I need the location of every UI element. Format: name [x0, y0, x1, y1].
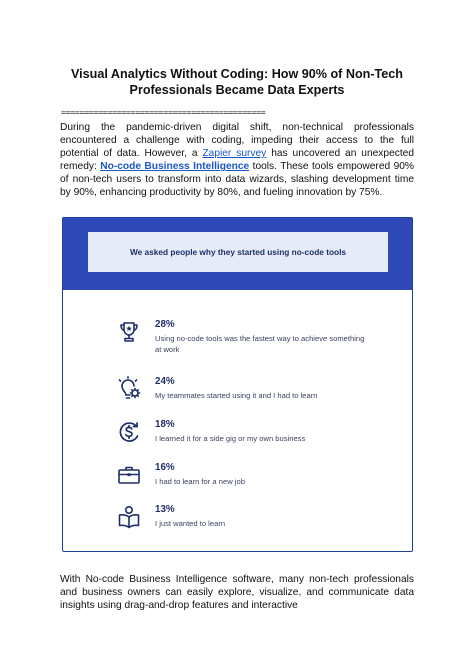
reason-text: I learned it for a side gig or my own business — [155, 434, 306, 443]
reason-text: I had to learn for a new job — [155, 477, 245, 486]
percentage: 13% — [155, 504, 175, 515]
zapier-survey-link[interactable]: Zapier survey — [202, 148, 267, 159]
percentage: 18% — [155, 419, 175, 430]
reason-text: My teammates started using it and I had to learn — [155, 391, 318, 400]
percentage: 16% — [155, 462, 175, 473]
infographic-header — [63, 218, 412, 290]
no-code-bi-link[interactable]: No-code Business Intelligence — [100, 161, 250, 172]
reading-person-icon — [116, 504, 142, 530]
lightbulb-gear-icon — [116, 376, 142, 402]
list-item — [63, 319, 412, 359]
article-title: Visual Analytics Without Coding: How 90% of Non-Tech Professionals Became Data Experts — [71, 67, 403, 97]
briefcase-icon — [116, 462, 142, 488]
reason-text: Using no-code tools was the fastest way to achieve something at work — [155, 334, 365, 354]
intro-paragraph — [60, 121, 414, 199]
list-item — [63, 462, 412, 502]
trophy-icon — [116, 319, 142, 345]
percentage: 28% — [155, 319, 175, 330]
percentage: 24% — [155, 376, 175, 387]
intro-text-3: tools. These tools empowered 90% of non-tech users to transform into data wizards, slashing development time by 90%, enhancing productivity by 80%, and fueling innovation by 75%. — [60, 161, 414, 198]
infographic-title-box — [88, 232, 388, 272]
infographic-title: We asked people why they started using no-code tools — [129, 247, 347, 257]
intro-text-2: has uncovered an unexpected remedy: — [60, 148, 414, 172]
separator-line: ============================================ — [61, 107, 266, 117]
outro-paragraph: With No-code Business Intelligence software, many non-tech professionals and business owners can easily explore, visualize, and communicate data insights using drag-and-drop features and interactive — [60, 574, 414, 611]
dollar-cycle-icon — [116, 419, 142, 445]
reason-text: I just wanted to learn — [155, 519, 226, 528]
list-item — [63, 419, 412, 459]
intro-text-1: During the pandemic-driven digital shift, non-technical professionals encountered a challenge with coding, impeding their access to the full potential of data. However, a — [60, 122, 414, 159]
list-item — [63, 504, 412, 544]
list-item — [63, 376, 412, 416]
survey-infographic — [62, 217, 413, 552]
